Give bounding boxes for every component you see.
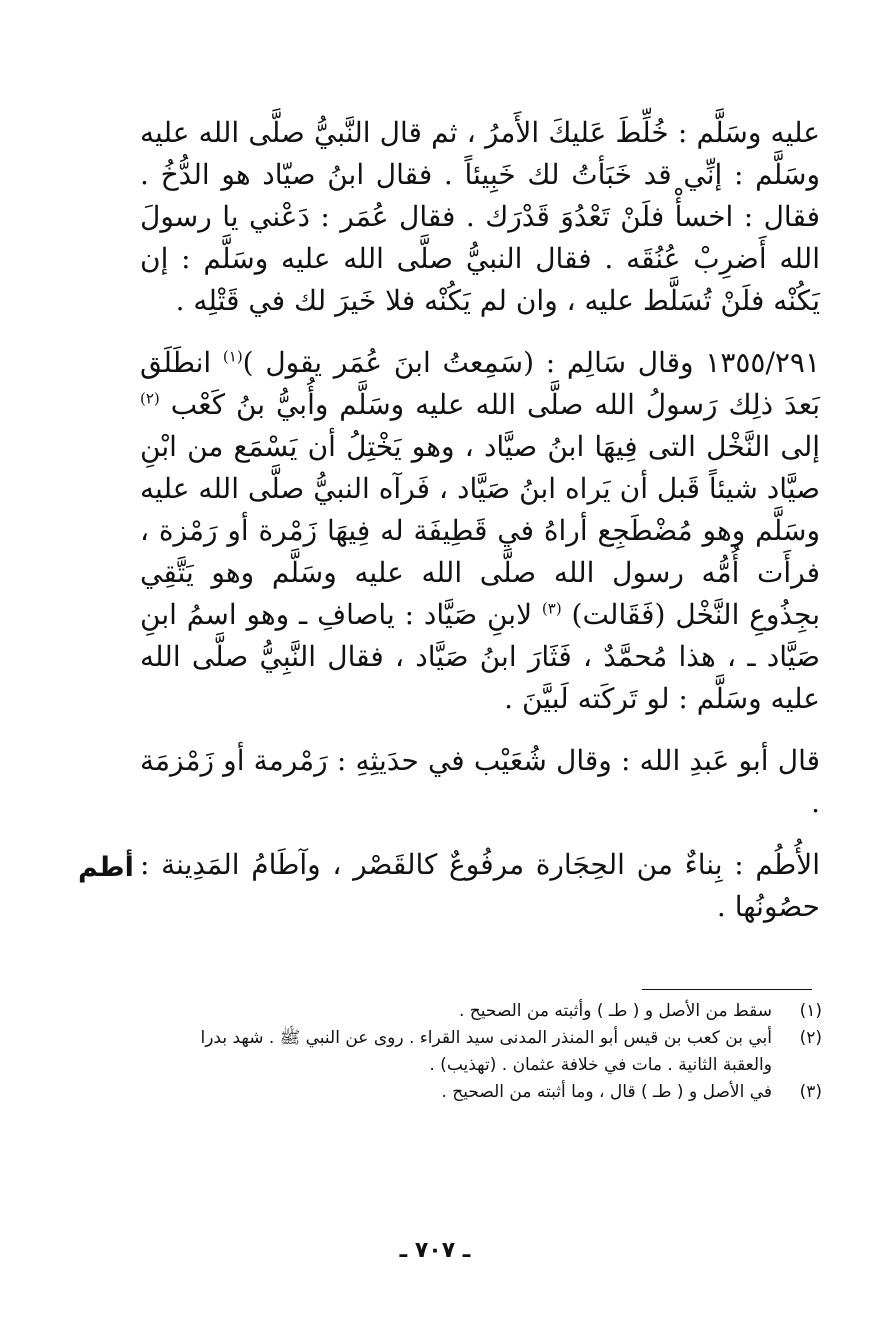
footnote-ref-3[interactable]: (٣) (541, 599, 562, 618)
paragraph-1: عليه وسَلَّم : خُلِّطَ عَليكَ الأَمرُ ، ثم قال النَّبيُّ صلَّى الله عليه وسَلَّم : إنِّي قد خَبَأتُ لك خَبِيئاً . فقال ابنُ صيّاد هو الدُّخُ . فقال : اخسأْ فلَنْ تَعْدُوَ قَدْرَك . فقال عُمَر : دَعْني يا رسولَ الله أَضرِبْ عُنُقَه . فقال النبيُّ صلَّى الله عليه وسَلَّم : إن يَكُنْه فلَنْ تُسَلَّط عليه ، وان لم يَكُنْه فلا خَيرَ لك في قَتْلِه . (140, 116, 820, 317)
footnote-1 (150, 998, 822, 1025)
margin-keyword: أطم (78, 852, 134, 883)
footnote-number: (١) (799, 1001, 822, 1021)
footnote-ref-2[interactable]: (٢) (140, 389, 160, 408)
hadith-text-b: إلى النَّخْل التى فِيهَا ابنُ صيَّاد ، وهو يَخْتِلُ أن يَسْمَع من ابْنِ صيَّاد شيئاً قَبل أن يَراه ابنُ صَيَّاد ، فَرآه النبيُّ صلَّى الله عليه وسَلَّم وهو مُضْطَجِع أراهُ في قَطِيفَة له فِيهَا زَمْرة أو رَمْزة ، فرأَت أُمُّه رسول الله صلَّى الله عليه وسَلَّم وهو يَتَّقِي بجِذُوعِ النَّخْل (فَقَالت) (140, 430, 820, 631)
footnote-text: أبي بن كعب بن قيس أبو المنذر المدنى سيد القراء . روى عن النبي ﷺ . شهد بدرا والعقبة الثانية . مات في خلافة عثمان . (تهذيب) . (200, 1028, 772, 1075)
footnote-divider (642, 989, 812, 990)
paragraph-hadith-291 (140, 342, 820, 720)
footnote-text: في الأصل و ( طـ ) قال ، وما أثبته من الصحيح . (441, 1082, 772, 1102)
footnote-number: (٢) (799, 1028, 822, 1048)
footnote-number: (٣) (799, 1082, 822, 1102)
footnote-text: سقط من الأصل و ( طـ ) وأثبته من الصحيح . (459, 1001, 772, 1021)
footnote-3 (150, 1079, 822, 1106)
footnotes (150, 998, 822, 1106)
page-number: ـ ٧٠٧ ـ (399, 1238, 471, 1263)
hadith-opening: ١٣٥٥/٢٩١ وقال سَالِم : (سَمِعتُ ابنَ عُمَر يقول ) (242, 346, 821, 379)
footnote-ref-1[interactable]: (١) (222, 347, 243, 366)
footnote-2 (150, 1025, 822, 1079)
main-text (140, 112, 820, 928)
paragraph-definition: الأُطُم : بِناءٌ من الحِجَارة مرفُوعٌ كالقَصْر ، وآطَامُ المَدِينة : حصُونُها . (140, 848, 820, 923)
hadith-text-c: لابنِ صَيَّاد : ياصافِ ـ وهو اسمُ ابنِ صَيَّاد ـ ، هذا مُحمَّدٌ ، فَثَارَ ابنُ صَيَّاد ، فقال النَّبِيُّ صلَّى الله عليه وسَلَّم : لو تَركَته لَبيَّنَ . (140, 598, 820, 715)
hadith-text-a: انطَلَق بَعدَ ذلِك رَسولُ الله صلَّى الله عليه وسَلَّم وأُبيُّ بنُ كَعْب (140, 346, 820, 421)
paragraph-abu-abdillah: قال أبو عَبدِ الله : وقال شُعَيْب في حدَيثِهِ : رَمْرمة أو زَمْزمَة . (140, 744, 820, 819)
